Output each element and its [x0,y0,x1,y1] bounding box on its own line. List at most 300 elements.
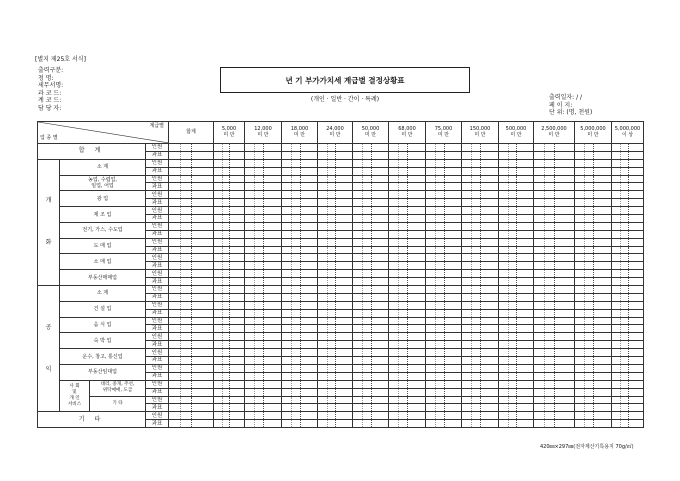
value-cell [426,293,462,301]
value-cell [575,270,612,278]
value-cell [214,317,245,325]
value-cell [462,301,499,309]
value-cell [612,380,644,388]
value-cell [389,333,426,341]
value-cell [353,293,389,301]
value-cell [318,270,353,278]
value-cell [389,222,426,230]
value-cell [499,301,534,309]
value-cell [575,301,612,309]
value-cell [575,222,612,230]
value-cell [282,309,318,317]
value-cell [612,199,644,207]
value-cell [426,151,462,159]
value-cell [534,341,575,349]
value-cell [214,278,245,286]
row-type-headcount: 인원 [146,238,169,246]
service-item: 대리, 중개, 주선, 위탁매매, 도급 [90,380,146,396]
value-cell [353,396,389,404]
value-cell [612,388,644,396]
value-cell [462,278,499,286]
column-header: 12,000 미 만 [245,122,282,144]
table-row [38,175,644,183]
value-cell [282,262,318,270]
value-cell [389,246,426,254]
value-cell [169,333,214,341]
value-cell [462,372,499,380]
value-cell [575,159,612,167]
value-cell [534,199,575,207]
value-cell [245,230,282,238]
paper-spec-footnote: 420㎜×297㎜(전자계산기특용지 70g/㎡) [540,444,634,450]
table-row [38,396,644,404]
value-cell [282,325,318,333]
value-cell [426,372,462,380]
value-cell [353,183,389,191]
row-type-headcount: 인원 [146,191,169,199]
form-id: [별지 제25호 서식] [35,56,86,63]
value-cell [534,167,575,175]
row-type-taxbase: 과표 [146,404,169,412]
value-cell [245,317,282,325]
value-cell [245,396,282,404]
value-cell [353,404,389,412]
value-cell [389,412,426,420]
value-cell [169,325,214,333]
value-cell [499,215,534,223]
value-cell [245,286,282,294]
value-cell [169,380,214,388]
value-cell [214,412,245,420]
industry-category: 소 매 업 [60,254,146,270]
value-cell [462,246,499,254]
value-cell [426,199,462,207]
value-cell [318,396,353,404]
value-cell [282,270,318,278]
value-cell [318,412,353,420]
value-cell [575,357,612,365]
group-b-char-top: 공 [45,323,52,331]
value-cell [282,404,318,412]
value-cell [612,412,644,420]
value-cell [282,151,318,159]
value-cell [534,364,575,372]
value-cell [318,301,353,309]
value-cell [318,349,353,357]
value-cell [426,325,462,333]
value-cell [426,175,462,183]
value-cell [612,207,644,215]
value-cell [534,144,575,152]
value-cell [169,412,214,420]
column-header: 5,000,000 이 상 [612,122,644,144]
value-cell [318,404,353,412]
value-cell [499,199,534,207]
value-cell [389,341,426,349]
value-cell [214,341,245,349]
industry-header-label: 업 종 별 [40,135,58,141]
value-cell [353,175,389,183]
value-cell [389,317,426,325]
value-cell [245,151,282,159]
value-cell [245,246,282,254]
value-cell [462,412,499,420]
value-cell [214,238,245,246]
value-cell [245,293,282,301]
row-type-headcount: 인원 [146,159,169,167]
value-cell [245,388,282,396]
row-type-headcount: 인원 [146,380,169,388]
value-cell [318,159,353,167]
table-row [38,286,644,294]
value-cell [426,396,462,404]
value-cell [169,254,214,262]
value-cell [353,325,389,333]
value-cell [499,191,534,199]
value-cell [389,270,426,278]
value-cell [534,372,575,380]
value-cell [282,278,318,286]
value-cell [462,191,499,199]
value-cell [612,317,644,325]
value-cell [282,349,318,357]
value-cell [389,420,426,428]
value-cell [169,183,214,191]
value-cell [575,238,612,246]
value-cell [575,278,612,286]
value-cell [245,341,282,349]
value-cell [318,144,353,152]
value-cell [214,301,245,309]
value-cell [426,159,462,167]
value-cell [612,175,644,183]
value-cell [499,396,534,404]
value-cell [214,207,245,215]
value-cell [612,309,644,317]
value-cell [353,364,389,372]
value-cell [534,230,575,238]
value-cell [575,183,612,191]
value-cell [575,254,612,262]
value-cell [426,388,462,396]
page-title: 년 기 부가가치세 계급별 결정상황표 [220,67,470,93]
value-cell [612,404,644,412]
value-cell [612,246,644,254]
row-type-taxbase: 과표 [146,167,169,175]
value-cell [499,278,534,286]
value-cell [169,144,214,152]
column-header: 68,000 미 만 [389,122,426,144]
value-cell [462,254,499,262]
value-cell [389,230,426,238]
value-cell [426,349,462,357]
value-cell [318,309,353,317]
column-header: 2,500,000 미 만 [534,122,575,144]
value-cell [499,357,534,365]
group-a-char-top: 개 [45,197,52,205]
value-cell [426,254,462,262]
industry-category: 숙 박 업 [60,333,146,349]
value-cell [169,396,214,404]
page-subtitle: (개인 · 일반 · 간이 · 특례) [310,96,380,103]
value-cell [282,372,318,380]
meta-office: 세무서명: [38,82,64,90]
value-cell [499,144,534,152]
value-cell [575,380,612,388]
table-row [38,380,644,388]
value-cell [534,349,575,357]
value-cell [353,380,389,388]
value-cell [282,396,318,404]
value-cell [169,357,214,365]
meta-subsection-code: 계 코 드: [38,97,62,105]
stats-table [37,121,644,428]
value-cell [612,278,644,286]
value-cell [318,262,353,270]
value-cell [389,396,426,404]
value-cell [169,270,214,278]
value-cell [426,309,462,317]
value-cell [389,301,426,309]
value-cell [318,215,353,223]
value-cell [169,222,214,230]
value-cell [499,246,534,254]
value-cell [499,167,534,175]
value-cell [245,309,282,317]
value-cell [389,262,426,270]
value-cell [575,144,612,152]
value-cell [426,207,462,215]
value-cell [499,262,534,270]
table-row [38,301,644,309]
industry-category: 음 식 업 [60,317,146,333]
table-row [38,191,644,199]
value-cell [282,222,318,230]
value-cell [575,412,612,420]
value-cell [534,159,575,167]
value-cell [169,293,214,301]
value-cell [282,301,318,309]
row-type-taxbase: 과표 [146,278,169,286]
value-cell [426,380,462,388]
industry-category: 부동산임대업 [60,364,146,380]
value-cell [534,301,575,309]
service-group-label: 사 회 및 개 인 서비스 [60,380,90,412]
value-cell [353,341,389,349]
value-cell [575,309,612,317]
table-row [38,349,644,357]
meta-output-type: 출력구분: [38,67,64,74]
value-cell [462,270,499,278]
value-cell [389,293,426,301]
value-cell [169,175,214,183]
value-cell [462,262,499,270]
value-cell [169,238,214,246]
value-cell [245,207,282,215]
value-cell [282,364,318,372]
value-cell [353,286,389,294]
value-cell [282,175,318,183]
value-cell [499,270,534,278]
value-cell [612,349,644,357]
value-cell [214,159,245,167]
value-cell [245,222,282,230]
row-type-taxbase: 과표 [146,293,169,301]
value-cell [575,167,612,175]
industry-category: 소 계 [60,286,146,302]
value-cell [282,341,318,349]
value-cell [353,357,389,365]
meta-section-code: 과 코 드: [38,89,62,97]
value-cell [534,207,575,215]
value-cell [426,230,462,238]
value-cell [353,262,389,270]
value-cell [534,262,575,270]
value-cell [575,191,612,199]
value-cell [353,191,389,199]
row-type-taxbase: 과표 [146,372,169,380]
value-cell [282,412,318,420]
industry-category: 도 매 업 [60,238,146,254]
value-cell [318,191,353,199]
value-cell [318,151,353,159]
value-cell [462,404,499,412]
value-cell [575,364,612,372]
value-cell [282,293,318,301]
value-cell [426,301,462,309]
value-cell [353,215,389,223]
value-cell [169,341,214,349]
value-cell [214,191,245,199]
value-cell [318,183,353,191]
value-cell [612,191,644,199]
value-cell [282,420,318,428]
value-cell [245,175,282,183]
value-cell [214,357,245,365]
value-cell [462,325,499,333]
value-cell [282,144,318,152]
value-cell [499,364,534,372]
value-cell [462,364,499,372]
value-cell [499,309,534,317]
value-cell [612,364,644,372]
value-cell [245,238,282,246]
value-cell [245,254,282,262]
value-cell [534,183,575,191]
value-cell [534,286,575,294]
value-cell [534,420,575,428]
value-cell [389,380,426,388]
group-label-a [38,159,60,285]
value-cell [426,262,462,270]
value-cell [426,333,462,341]
value-cell [612,396,644,404]
value-cell [534,309,575,317]
value-cell [353,372,389,380]
value-cell [214,144,245,152]
value-cell [169,262,214,270]
value-cell [499,380,534,388]
value-cell [534,357,575,365]
value-cell [612,167,644,175]
value-cell [214,262,245,270]
value-cell [389,238,426,246]
value-cell [318,254,353,262]
value-cell [353,167,389,175]
value-cell [462,175,499,183]
value-cell [612,286,644,294]
value-cell [462,215,499,223]
value-cell [214,183,245,191]
value-cell [426,404,462,412]
value-cell [245,301,282,309]
value-cell [499,317,534,325]
value-cell [499,159,534,167]
value-cell [534,293,575,301]
value-cell [169,215,214,223]
industry-category: 제 조 업 [60,207,146,223]
industry-category: 소 계 [60,159,146,175]
value-cell [214,222,245,230]
row-type-taxbase: 과표 [146,151,169,159]
table-row [38,144,644,152]
value-cell [612,215,644,223]
value-cell [462,159,499,167]
value-cell [318,222,353,230]
value-cell [612,420,644,428]
value-cell [575,349,612,357]
value-cell [389,388,426,396]
value-cell [499,333,534,341]
value-cell [389,144,426,152]
class-header-label: 계급별 [149,123,164,129]
value-cell [245,357,282,365]
value-cell [214,349,245,357]
value-cell [169,349,214,357]
industry-category: 농업, 수렵업, 임업, 어업 [60,175,146,191]
row-type-taxbase: 과표 [146,183,169,191]
value-cell [318,380,353,388]
row-type-taxbase: 과표 [146,246,169,254]
value-cell [318,175,353,183]
value-cell [245,199,282,207]
value-cell [534,396,575,404]
value-cell [426,167,462,175]
meta-left [38,67,63,113]
value-cell [499,372,534,380]
value-cell [612,222,644,230]
value-cell [612,333,644,341]
value-cell [575,341,612,349]
value-cell [245,364,282,372]
value-cell [353,222,389,230]
value-cell [214,333,245,341]
value-cell [426,420,462,428]
row-type-taxbase: 과표 [146,357,169,365]
value-cell [282,246,318,254]
value-cell [169,404,214,412]
value-cell [282,317,318,325]
table-row [38,270,644,278]
value-cell [389,286,426,294]
row-type-headcount: 인원 [146,364,169,372]
value-cell [499,286,534,294]
other-label: 기 타 [38,412,146,428]
industry-category: 부동산매매업 [60,270,146,286]
value-cell [214,199,245,207]
value-cell [214,293,245,301]
value-cell [214,420,245,428]
